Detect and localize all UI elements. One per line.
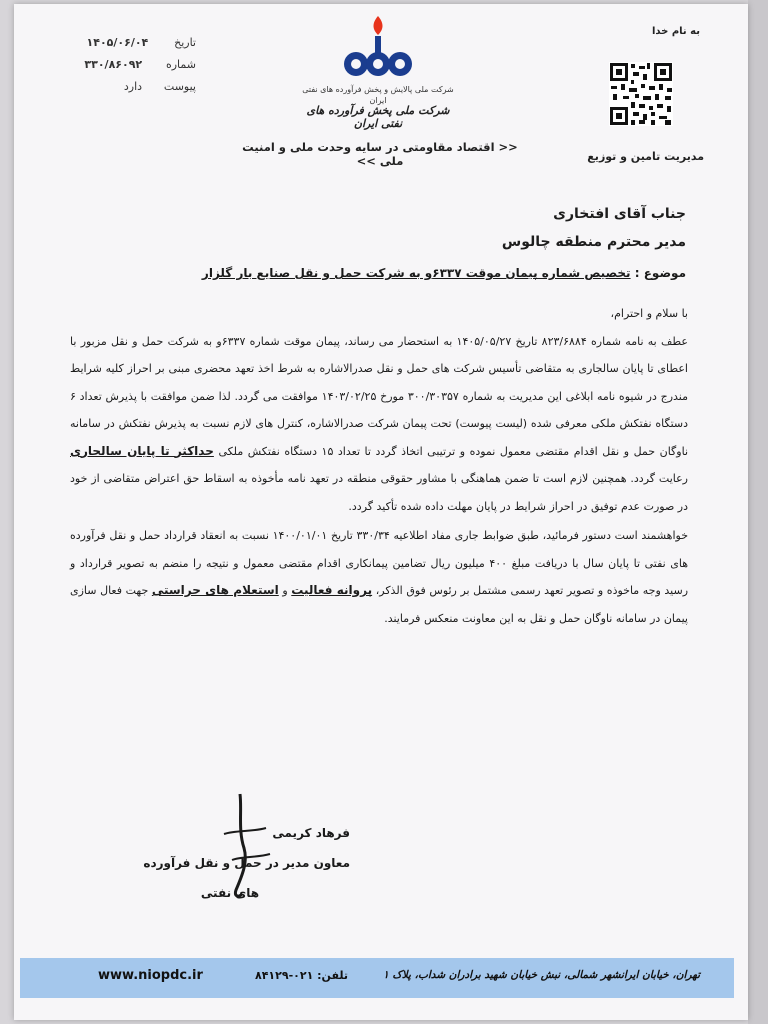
signatory-name: فرهاد کریمی	[272, 826, 350, 840]
bismillah: به نام خدا	[651, 26, 700, 37]
company-line2: شرکت ملی پخش فرآورده های نفتی ایران	[306, 104, 450, 130]
paragraph-1-text-b: رعایت گردد. همچنین لازم است تا ضمن هماهنگی با مشاور حقوقی منطقه در تعهد نامه مأخوذه به اسقاط حق اعتراض متقاضی از خود در صورت عدم توفیق در احراز شرایط در پایان مهلت داده شده تأکید گردد.	[70, 472, 688, 513]
subject-text: تخصیص شماره پیمان موقت ۶۳۳۷و به شرکت حمل و نقل صنایع بار گلزار	[201, 266, 631, 280]
qr-code-icon	[609, 62, 673, 126]
website: www.niopdc.ir	[98, 968, 203, 983]
phone-label: تلفن:	[317, 969, 348, 982]
paragraph-2-emphasis-1: پروانه فعالیت	[291, 583, 373, 597]
phone-block	[238, 969, 348, 982]
paragraph-1-text-a: عطف به نامه شماره ۸۲۳/۶۸۸۴ تاریخ ۱۴۰۵/۰۵/۲۷ به استحضار می رساند، پیمان موقت شماره ۶۳۳۷و به شرکت حمل و نقل مزبور با اعطای تا پایان سالجاری به متقاضی تأسیس شرکت های حمل و نقل صدرالاشاره به شرط اخذ تعهد محضری مبنی بر احراز کلیه شرایط مندرج در شیوه نامه ابلاغی این مدیریت به شماره ۳۰۰/۳۰۳۵۷ مورخ ۱۴۰۳/۰۲/۲۵ موافقت می گردد. لذا ضمن موافقت با پذیرش تعداد ۶ دستگاه نفتکش ملکی معرفی شده (لیست پیوست) تحت پیمان شرکت صدرالاشاره، کنترل های لازم نسبت به پذیرش نفتکش در سامانه ناوگان حمل و نقل اقدام مقتضی معمول نموده و ترتیبی اتخاذ گردد تا تعداد ۱۵ دستگاه نفتکش ملکی	[70, 334, 689, 458]
subject-label: موضوع :	[634, 266, 686, 280]
address: تهران، خیابان ایرانشهر شمالی، نبش خیابان شهید برادران شداب، پلاک ۱	[383, 969, 700, 981]
date-label: تاریخ	[174, 36, 196, 49]
paragraph-1-emphasis: حداکثر تا پایان سالجاری	[70, 443, 214, 458]
date-value: ۱۴۰۵/۰۶/۰۴	[86, 36, 149, 49]
paragraph-2-text-b: جهت فعال سازی پیمان در سامانه ناوگان حمل و نقل به این معاونت منعکس فرمایند.	[70, 584, 688, 625]
company-logo	[336, 14, 420, 84]
page-edge	[748, 0, 768, 1024]
subject-line	[120, 266, 686, 280]
paragraph-1	[70, 328, 688, 521]
slogan: << اقتصاد مقاومتی در سایه وحدت ملی و امنیت ملی >>	[242, 140, 518, 168]
phone: ۰۲۱-۸۴۱۲۹	[255, 969, 314, 982]
header-meta	[60, 36, 196, 102]
company-line1: شرکت ملی پالایش و پخش فرآورده های نفتی ایران	[302, 85, 454, 105]
department: مدیریت تامین و توزیع	[587, 150, 704, 163]
footer-band	[20, 958, 734, 998]
recipient-name: جناب آقای افتخاری	[553, 206, 686, 222]
paragraph-2-text-a: خواهشمند است دستور فرمائید، طبق ضوابط جاری مفاد اطلاعیه ۳۳۰/۳۴ تاریخ ۱۴۰۰/۰۱/۰۱ نسبت به انعقاد قرارداد حمل و نقل فرآورده های نفتی تا پایان سال با دریافت مبلغ ۴۰۰ میلیون ریال تضامین پیمانکاری اقدام مقتضی معمول و نتیجه را منضم به تصویر قرارداد و رسید وجه ماخوذه و تصویر تعهد رسمی مشتمل بر رئوس فوق الذکر،	[70, 529, 689, 597]
paragraph-2	[70, 522, 688, 632]
signatory-title-1: معاون مدیر در حمل و نقل فرآورده	[143, 856, 350, 870]
number-value: ۳۳۰/۸۶۰۹۲	[84, 58, 143, 71]
number-label: شماره	[165, 58, 196, 71]
letter-body	[70, 300, 688, 632]
niopdc-logo-icon	[336, 14, 420, 84]
recipient-title: مدیر محترم منطقه چالوس	[501, 234, 686, 250]
qr-code	[609, 62, 673, 126]
signatory-title-2: های نفتی	[200, 886, 260, 900]
paragraph-2-emphasis-2: استعلام های حراستی	[151, 583, 279, 597]
paragraph-2-and: و	[282, 584, 288, 597]
greeting: با سلام و احترام،	[610, 307, 688, 320]
attachment-label: پیوست	[163, 80, 196, 93]
attachment-value: دارد	[123, 80, 143, 93]
